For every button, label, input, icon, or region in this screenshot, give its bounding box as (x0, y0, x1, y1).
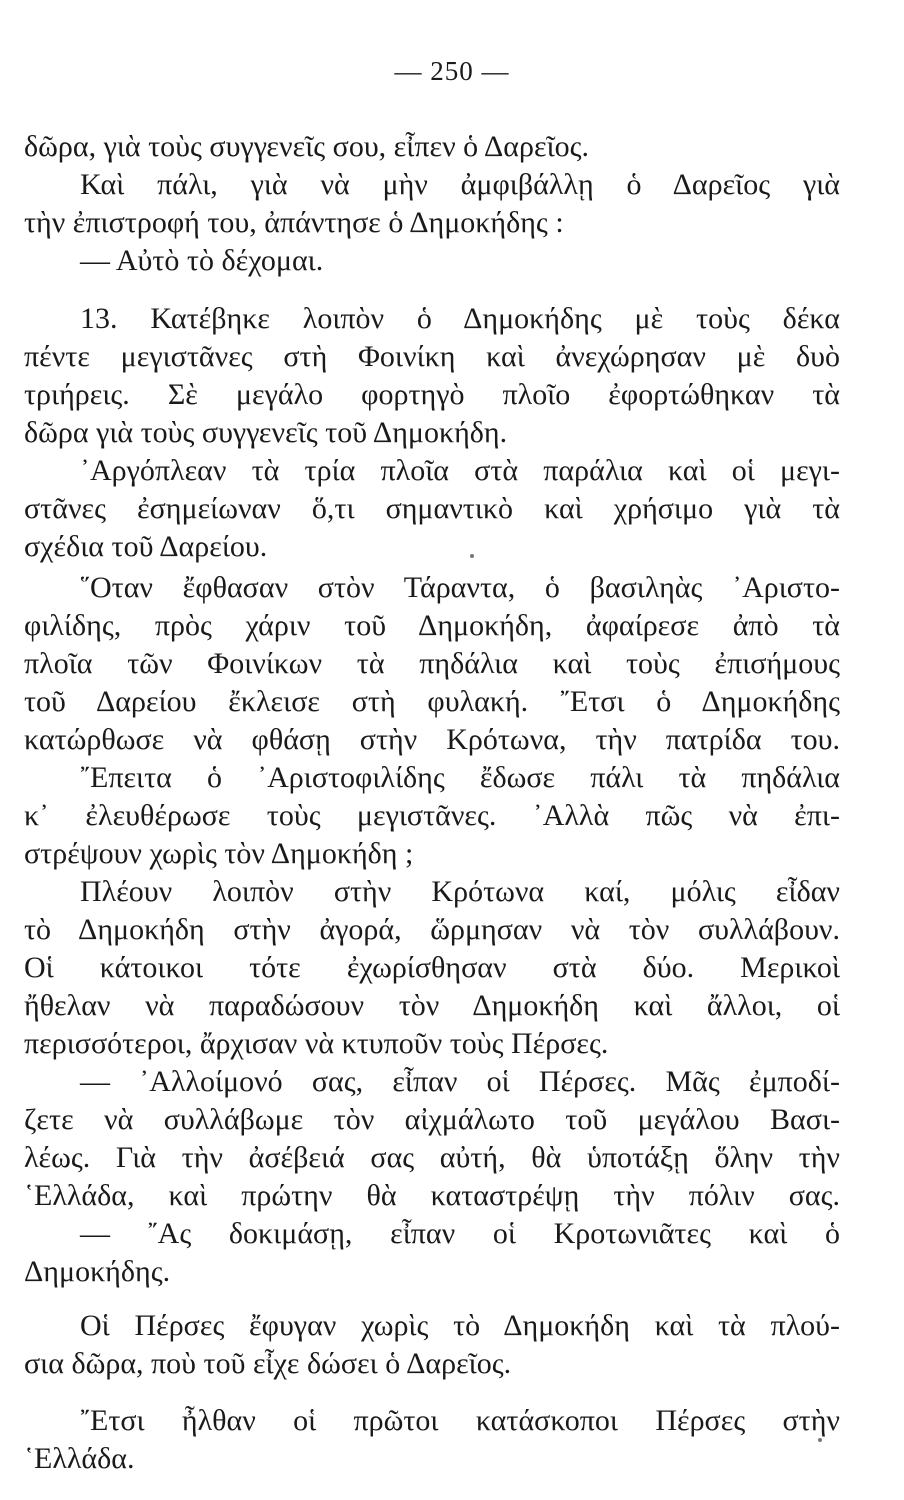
text-line: κατώρθωσε νὰ φθάσῃ στὴν Κρότωνα, τὴν πατρίδα του. (24, 723, 840, 756)
text-line: 13. Κατέβηκε λοιπὸν ὁ Δημοκήδης μὲ τοὺς δέκα (80, 302, 840, 335)
text-line: ῎Ετσι ἦλθαν οἱ πρῶτοι κατάσκοποι Πέρσες στὴν (80, 1404, 840, 1437)
text-line: στρέψουν χωρὶς τὸν Δημοκήδη ; (24, 837, 414, 870)
text-line: ῞Οταν ἔφθασαν στὸν Τάραντα, ὁ βασιληὰς ᾿Αριστο- (80, 571, 840, 604)
text-line: πλοῖα τῶν Φοινίκων τὰ πηδάλια καὶ τοὺς ἐπισήμους (24, 647, 840, 680)
text-line: — ῎Ας δοκιμάσῃ, εἶπαν οἱ Κροτωνιᾶτες καὶ ὁ (80, 1217, 840, 1250)
page-number: — 250 — (394, 56, 510, 86)
ink-speck (470, 554, 474, 558)
text-line: Πλέουν λοιπὸν στὴν Κρότωνα καί, μόλις εἶδαν (80, 875, 840, 908)
text-line: Οἱ Πέρσες ἔφυγαν χωρὶς τὸ Δημοκήδη καὶ τὰ πλού- (80, 1309, 840, 1342)
text-line: τριήρεις. Σὲ μεγάλο φορτηγὸ πλοῖο ἐφορτώθηκαν τὰ (24, 378, 840, 411)
text-line: φιλίδης, πρὸς χάριν τοῦ Δημοκήδη, ἀφαίρεσε ἀπὸ τὰ (24, 609, 840, 642)
ink-speck (818, 1438, 822, 1442)
text-line: Οἱ κάτοικοι τότε ἐχωρίσθησαν στὰ δύο. Μερικοὶ (24, 951, 840, 984)
text-line: ῎Επειτα ὁ ᾿Αριστοφιλίδης ἔδωσε πάλι τὰ πηδάλια (80, 761, 840, 794)
text-line: δῶρα γιὰ τοὺς συγγενεῖς τοῦ Δημοκήδη. (24, 416, 508, 449)
text-line: δῶρα, γιὰ τοὺς συγγενεῖς σου, εἶπεν ὁ Δαρεῖος. (24, 130, 590, 163)
text-line: ῾Ελλάδα. (24, 1442, 135, 1475)
text-line: ζετε νὰ συλλάβωμε τὸν αἰχμάλωτο τοῦ μεγάλου Βασι- (24, 1103, 840, 1136)
text-line: σχέδια τοῦ Δαρείου. (24, 530, 268, 563)
text-line: — Αὐτὸ τὸ δέχομαι. (80, 244, 324, 277)
text-line: τοῦ Δαρείου ἔκλεισε στὴ φυλακή. ῎Ετσι ὁ Δημοκήδης (24, 685, 840, 718)
text-line: κ᾿ ἐλευθέρωσε τοὺς μεγιστᾶνες. ᾿Αλλὰ πῶς νὰ ἐπι- (24, 799, 840, 832)
text-line: πέντε μεγιστᾶνες στὴ Φοινίκη καὶ ἀνεχώρησαν μὲ δυὸ (24, 340, 840, 373)
text-line: τὸ Δημοκήδη στὴν ἀγορά, ὥρμησαν νὰ τὸν συλλάβουν. (24, 913, 840, 946)
text-line: περισσότεροι, ἄρχισαν νὰ κτυποῦν τοὺς Πέρσες. (24, 1027, 609, 1060)
text-line: — ᾿Αλλοίμονό σας, εἶπαν οἱ Πέρσες. Μᾶς ἐμποδί- (80, 1065, 840, 1098)
text-line: Δημοκήδης. (24, 1255, 171, 1288)
text-line: ἤθελαν νὰ παραδώσουν τὸν Δημοκήδη καὶ ἄλλοι, οἱ (24, 989, 840, 1022)
text-line: σια δῶρα, ποὺ τοῦ εἶχε δώσει ὁ Δαρεῖος. (24, 1347, 512, 1380)
text-line: ᾿Αργόπλεαν τὰ τρία πλοῖα στὰ παράλια καὶ οἱ μεγι- (80, 454, 840, 487)
text-line: Καὶ πάλι, γιὰ νὰ μὴν ἀμφιβάλλῃ ὁ Δαρεῖος γιὰ (80, 168, 840, 201)
text-line: τὴν ἐπιστροφή του, ἀπάντησε ὁ Δημοκήδης : (24, 206, 564, 239)
text-line: ῾Ελλάδα, καὶ πρώτην θὰ καταστρέψῃ τὴν πόλιν σας. (24, 1179, 840, 1212)
text-line: στᾶνες ἐσημείωναν ὅ,τι σημαντικὸ καὶ χρήσιμο γιὰ τὰ (24, 492, 840, 525)
text-line: λέως. Γιὰ τὴν ἀσέβειά σας αὐτή, θὰ ὑποτάξῃ ὅλην τὴν (24, 1141, 840, 1174)
